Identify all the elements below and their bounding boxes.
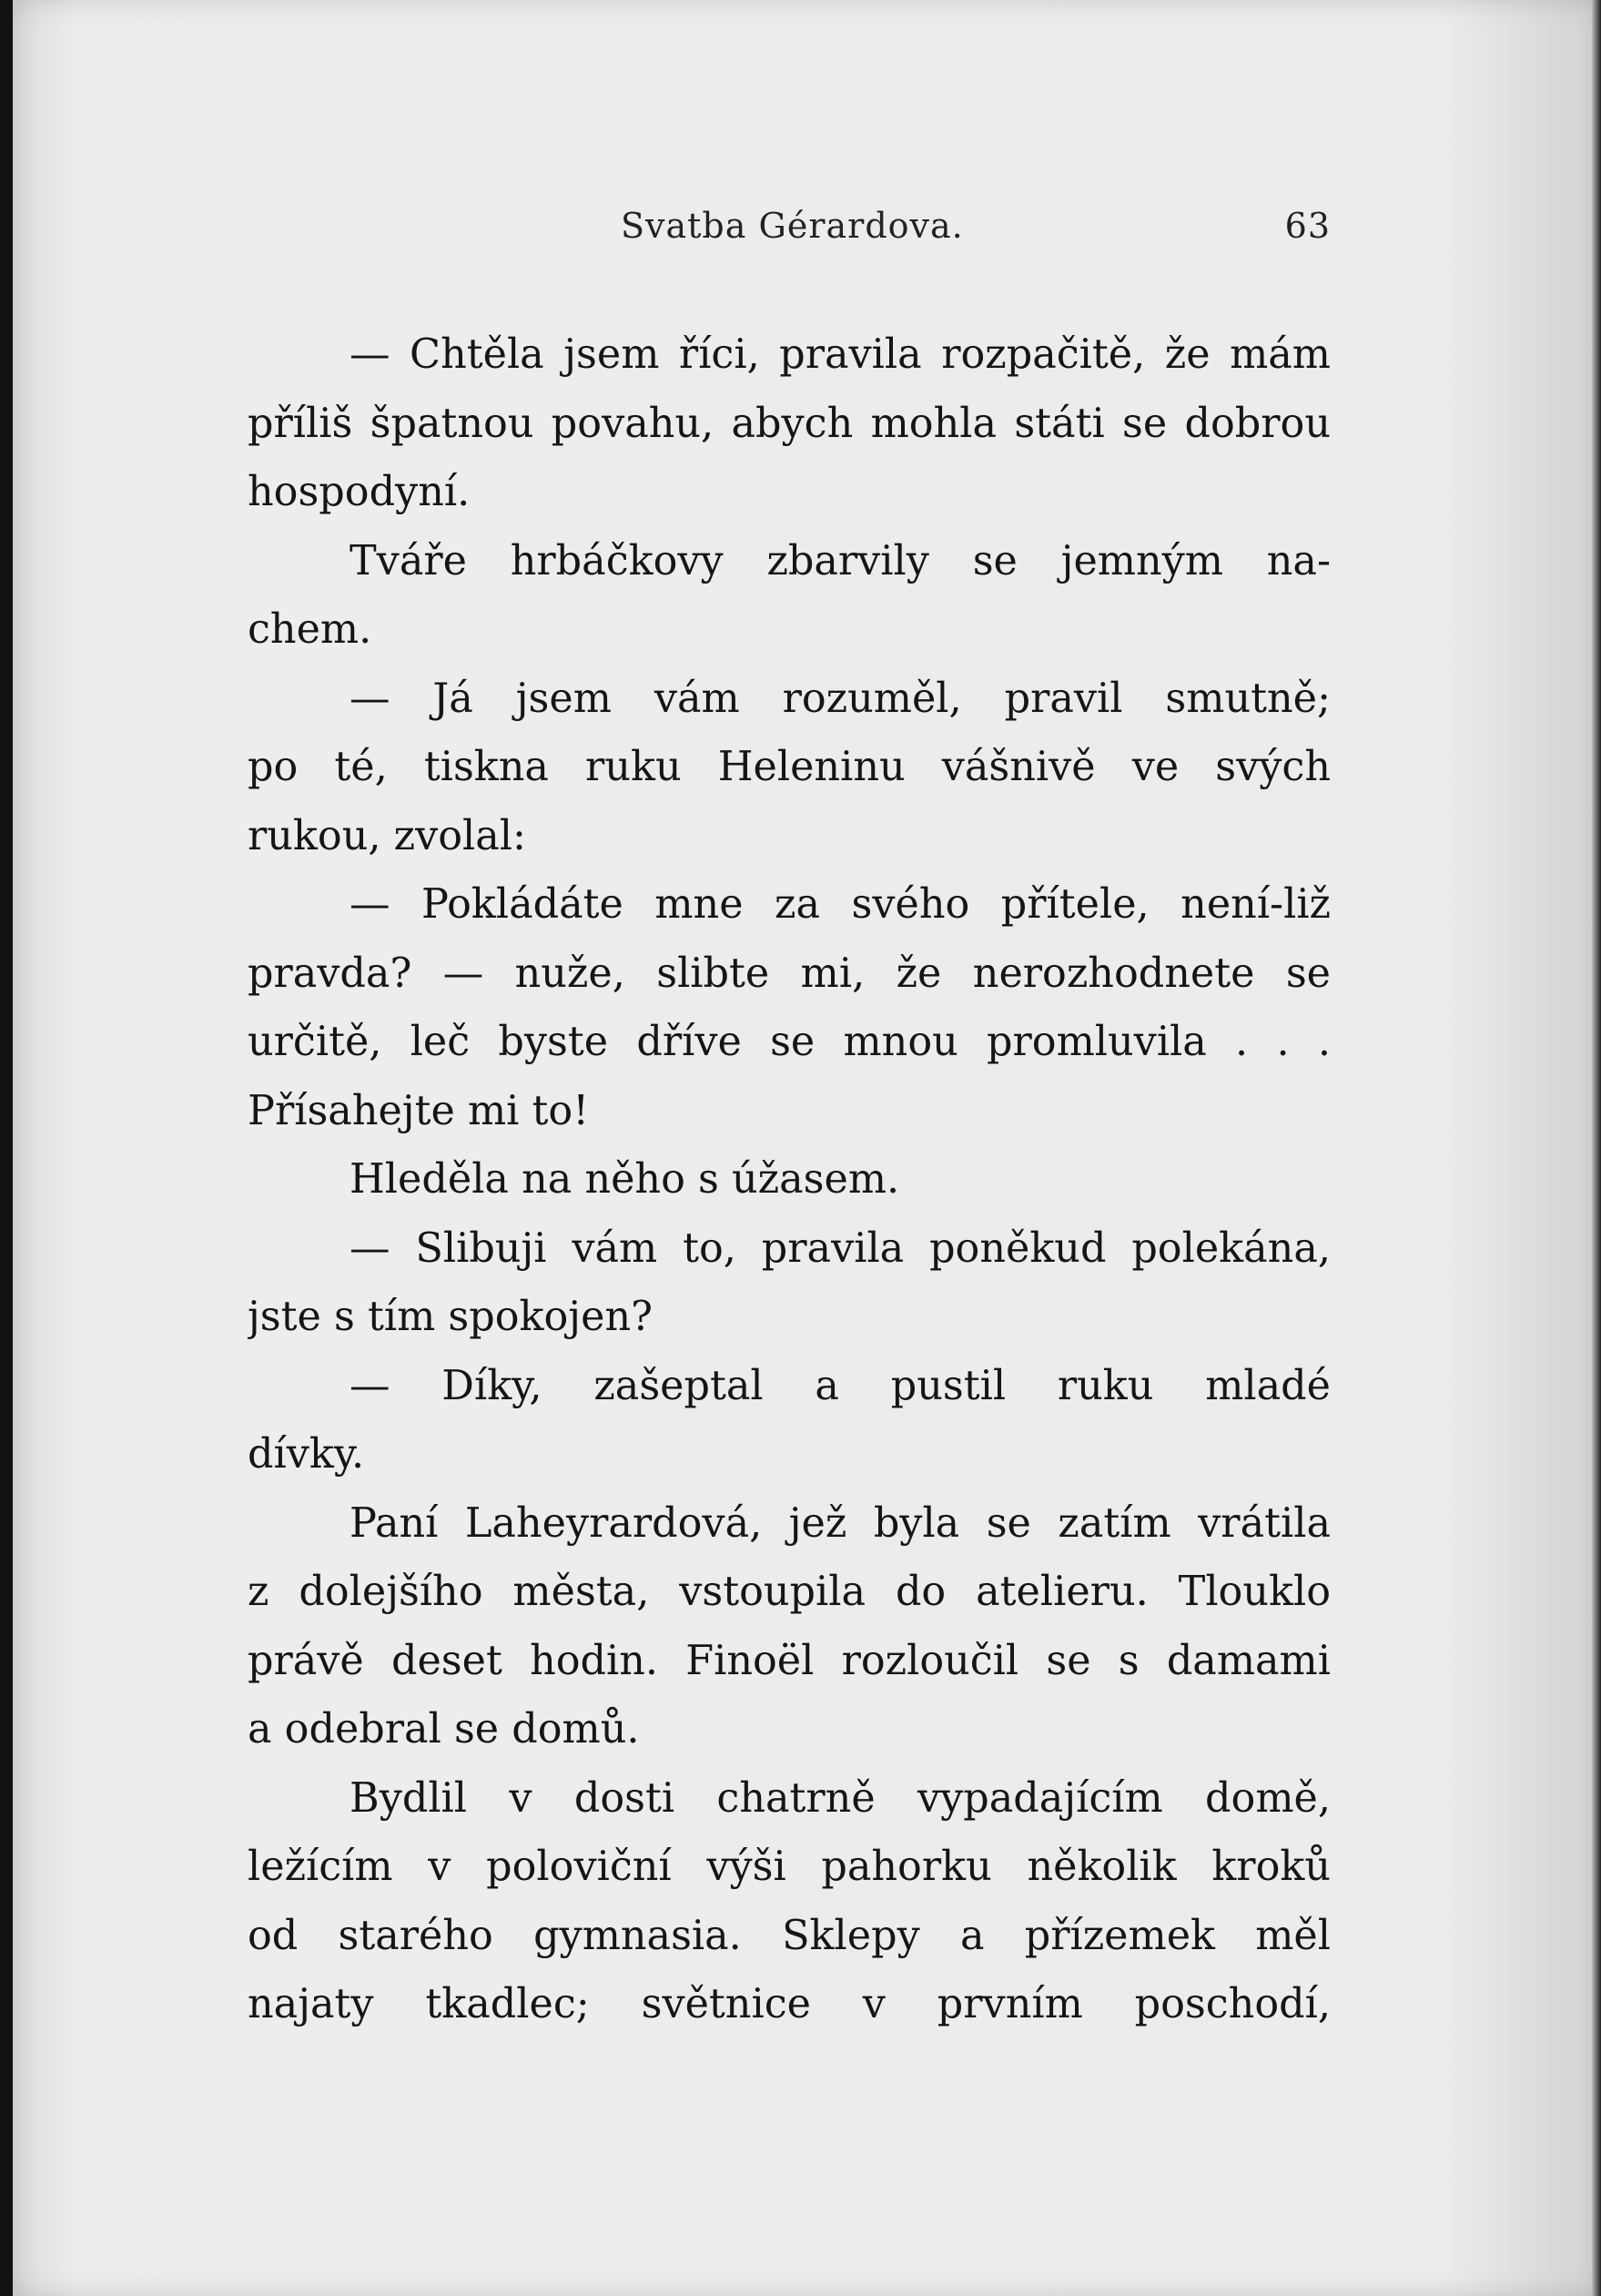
book-page <box>13 0 1601 2296</box>
scan-right-edge <box>1592 0 1601 2296</box>
running-title: Svatba Gérardova. <box>621 206 964 246</box>
text-line: — Pokládáte mne za svého přítele, není-liž <box>350 881 1331 928</box>
text-line: Hleděla na něho s úžasem. <box>350 1156 900 1203</box>
text-line: — Já jsem vám rozuměl, pravil smutně; <box>350 675 1331 722</box>
text-line: od starého gymnasia. Sklepy a přízemek měl <box>248 1912 1331 1959</box>
text-line: právě deset hodin. Finoël rozloučil se s damami <box>248 1637 1331 1684</box>
text-line: — Díky, zašeptal a pustil ruku mladé <box>350 1362 1331 1409</box>
text-line: z dolejšího města, vstoupila do atelieru. Tlouklo <box>248 1569 1331 1615</box>
text-line: příliš špatnou povahu, abych mohla státi se dobrou <box>248 400 1331 447</box>
text-line: Přísahejte mi to! <box>248 1087 590 1134</box>
text-line: chem. <box>248 606 372 653</box>
text-line: ležícím v poloviční výši pahorku několik kroků <box>248 1844 1331 1890</box>
text-line: Bydlil v dosti chatrně vypadajícím domě, <box>350 1774 1331 1822</box>
text-line: po té, tiskna ruku Heleninu vášnivě ve svých <box>248 744 1331 790</box>
page-number: 63 <box>1284 206 1331 246</box>
text-line: Paní Laheyrardová, jež byla se zatím vrátila <box>350 1499 1331 1547</box>
text-line: — Chtěla jsem říci, pravila rozpačitě, že mám <box>350 331 1331 378</box>
body-text <box>248 320 1331 2039</box>
text-line: Tváře hrbáčkovy zbarvily se jemným na- <box>350 537 1331 584</box>
text-line: dívky. <box>248 1431 365 1478</box>
text-line: pravda? — nuže, slibte mi, že nerozhodnete se <box>248 950 1331 997</box>
scan-left-edge <box>0 0 13 2296</box>
text-line: najaty tkadlec; světnice v prvním poschodí, <box>248 1981 1331 2027</box>
text-line: rukou, zvolal: <box>248 812 527 859</box>
text-line: hospodyní. <box>248 469 471 515</box>
page-header <box>248 206 1331 260</box>
text-line: a odebral se domů. <box>248 1706 640 1752</box>
text-line: určitě, leč byste dříve se mnou promluvila . . . <box>248 1019 1331 1065</box>
text-line: — Slibuji vám to, pravila poněkud polekána, <box>350 1224 1331 1272</box>
text-line: jste s tím spokojen? <box>248 1294 653 1340</box>
